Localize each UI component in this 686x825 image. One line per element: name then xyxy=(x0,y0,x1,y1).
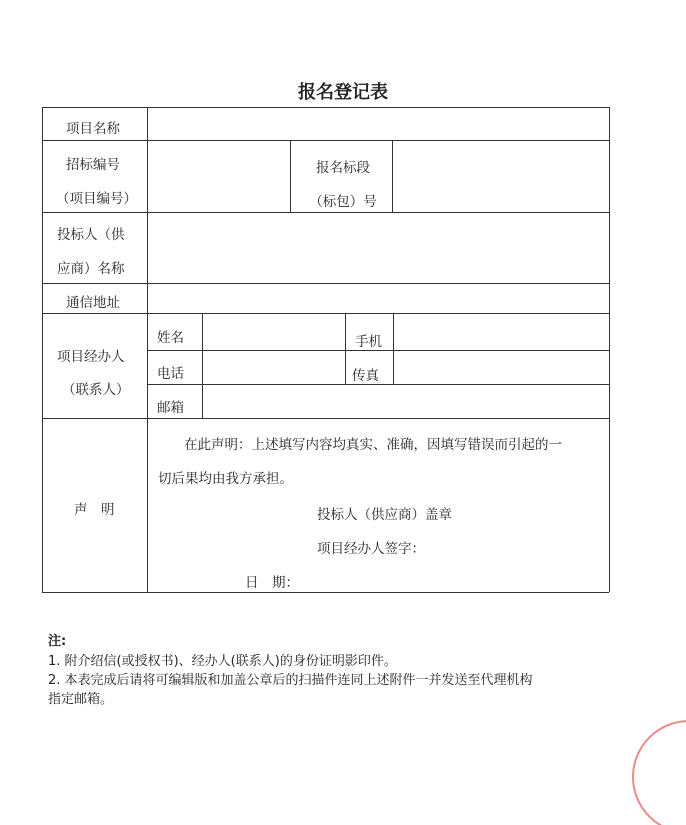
project-name-field[interactable] xyxy=(148,108,608,139)
label-email: 邮箱 xyxy=(157,400,184,416)
label-tender-no-sub: （项目编号） xyxy=(56,191,137,207)
label-bidder-sub: 应商）名称 xyxy=(57,261,125,277)
declaration-text-line2: 切后果均由我方承担。 xyxy=(158,471,293,487)
form-title: 报名登记表 xyxy=(298,82,388,103)
notes-heading: 注: xyxy=(48,634,67,649)
table-border xyxy=(42,592,609,593)
note-item: 指定邮箱。 xyxy=(48,692,114,707)
label-contact: 项目经办人 xyxy=(57,349,125,365)
address-field[interactable] xyxy=(148,284,608,312)
phone-field[interactable] xyxy=(203,351,344,383)
fax-field[interactable] xyxy=(394,351,608,383)
tender-no-field[interactable] xyxy=(148,141,289,211)
label-name: 姓名 xyxy=(157,330,184,346)
red-seal-stamp xyxy=(632,720,686,825)
label-lot: 报名标段 xyxy=(316,160,370,176)
table-divider xyxy=(42,418,609,419)
label-tender-no: 招标编号 xyxy=(66,157,120,173)
mobile-field[interactable] xyxy=(394,314,608,349)
label-phone: 电话 xyxy=(157,366,184,382)
label-fax: 传真 xyxy=(352,368,379,384)
bidder-name-field[interactable] xyxy=(148,213,608,282)
contact-name-field[interactable] xyxy=(203,314,344,349)
date-label: 日 期： xyxy=(245,575,299,591)
signature-label: 项目经办人签字： xyxy=(317,541,425,557)
label-mobile: 手机 xyxy=(355,334,382,350)
declaration-text-line1: 在此声明：上述填写内容均真实、准确，因填写错误而引起的一 xyxy=(184,437,562,453)
lot-no-field[interactable] xyxy=(393,141,608,211)
table-border xyxy=(609,107,610,592)
table-border xyxy=(42,107,43,592)
note-item: 1. 附介绍信(或授权书)、经办人(联系人)的身份证明影印件。 xyxy=(48,654,397,669)
label-declaration: 声 明 xyxy=(74,502,115,518)
table-divider xyxy=(345,313,346,384)
label-lot-sub: （标包）号 xyxy=(309,194,377,210)
email-field[interactable] xyxy=(203,385,608,417)
label-bidder: 投标人（供 xyxy=(57,227,125,243)
label-contact-sub: （联系人） xyxy=(62,382,130,398)
note-item: 2. 本表完成后请将可编辑版和加盖公章后的扫描件连同上述附件一并发送至代理机构 xyxy=(48,673,533,688)
label-project-name: 项目名称 xyxy=(66,121,120,137)
seal-label: 投标人（供应商）盖章 xyxy=(317,507,452,523)
label-address: 通信地址 xyxy=(66,295,120,311)
